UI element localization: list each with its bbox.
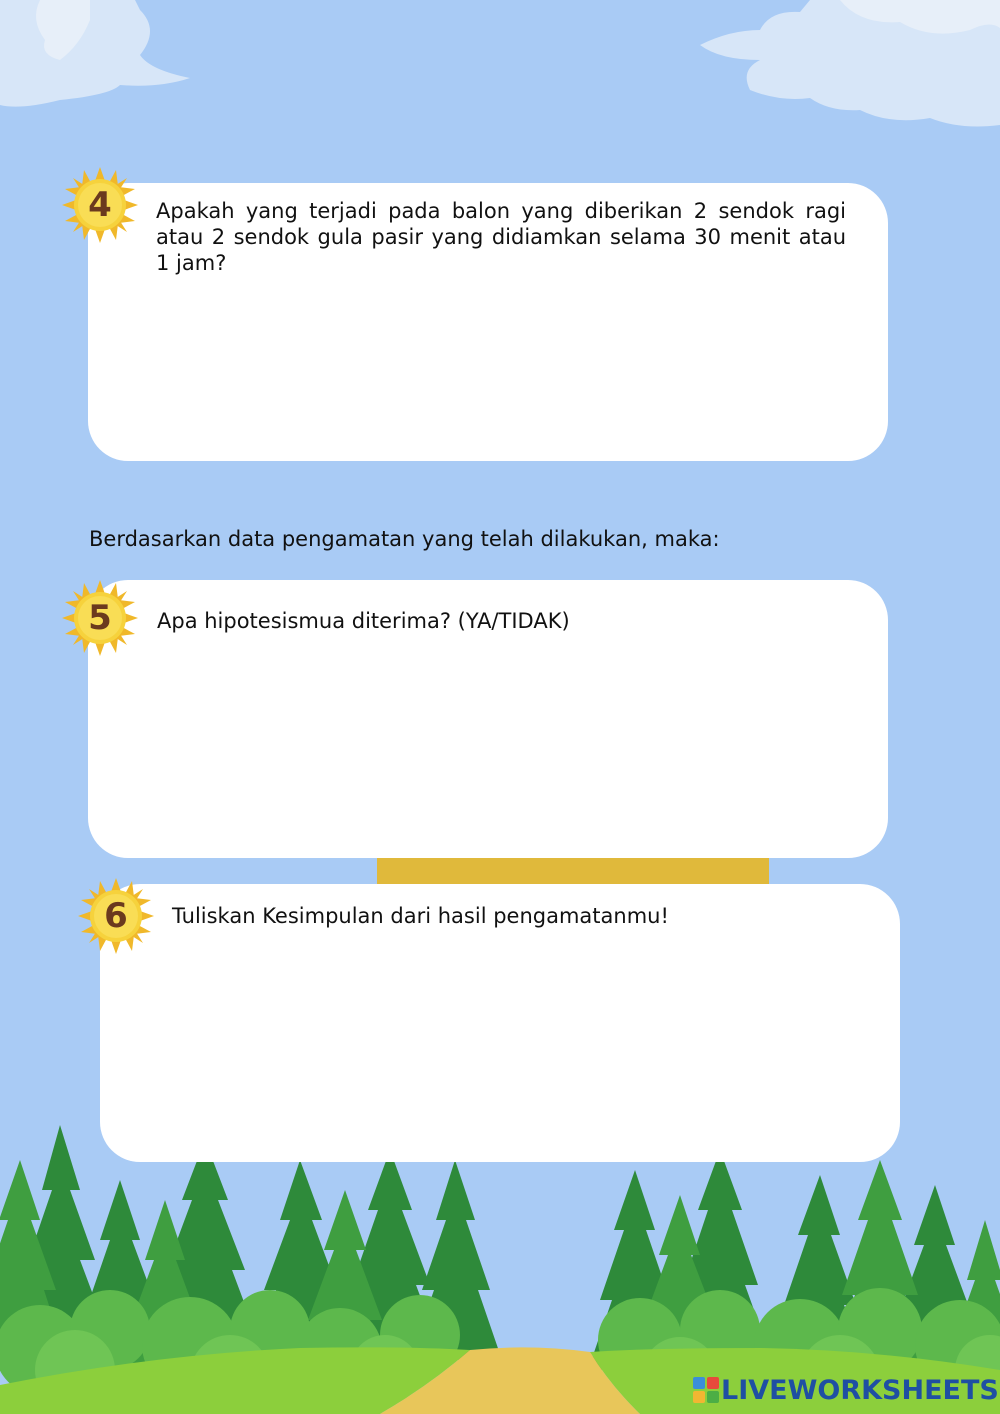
question-4-text: Apakah yang terjadi pada balon yang diberikan 2 sendok ragi atau 2 sendok gula pasir yang didiamkan selama 30 menit atau 1 jam? — [156, 199, 846, 275]
liveworksheets-watermark — [693, 1372, 999, 1408]
question-number: 4 — [88, 185, 112, 225]
question-number: 5 — [88, 598, 112, 638]
intro-text: Berdasarkan data pengamatan yang telah dilakukan, maka: — [89, 527, 720, 551]
brand-name: LIVEWORKSHEETS — [721, 1374, 999, 1406]
sun-badge-4 — [60, 165, 140, 245]
question-number: 6 — [104, 896, 128, 936]
question-4-answer-field[interactable] — [156, 292, 850, 446]
question-5-answer-field[interactable] — [157, 650, 851, 844]
sun-badge-6 — [76, 876, 156, 956]
question-6-answer-field[interactable] — [172, 945, 866, 1144]
liveworksheets-logo-icon — [693, 1377, 719, 1403]
connector-bar — [377, 858, 769, 886]
sun-badge-5 — [60, 578, 140, 658]
question-5-text: Apa hipotesismua diterima? (YA/TIDAK) — [157, 609, 570, 633]
question-6-text: Tuliskan Kesimpulan dari hasil pengamatanmu! — [172, 904, 669, 928]
